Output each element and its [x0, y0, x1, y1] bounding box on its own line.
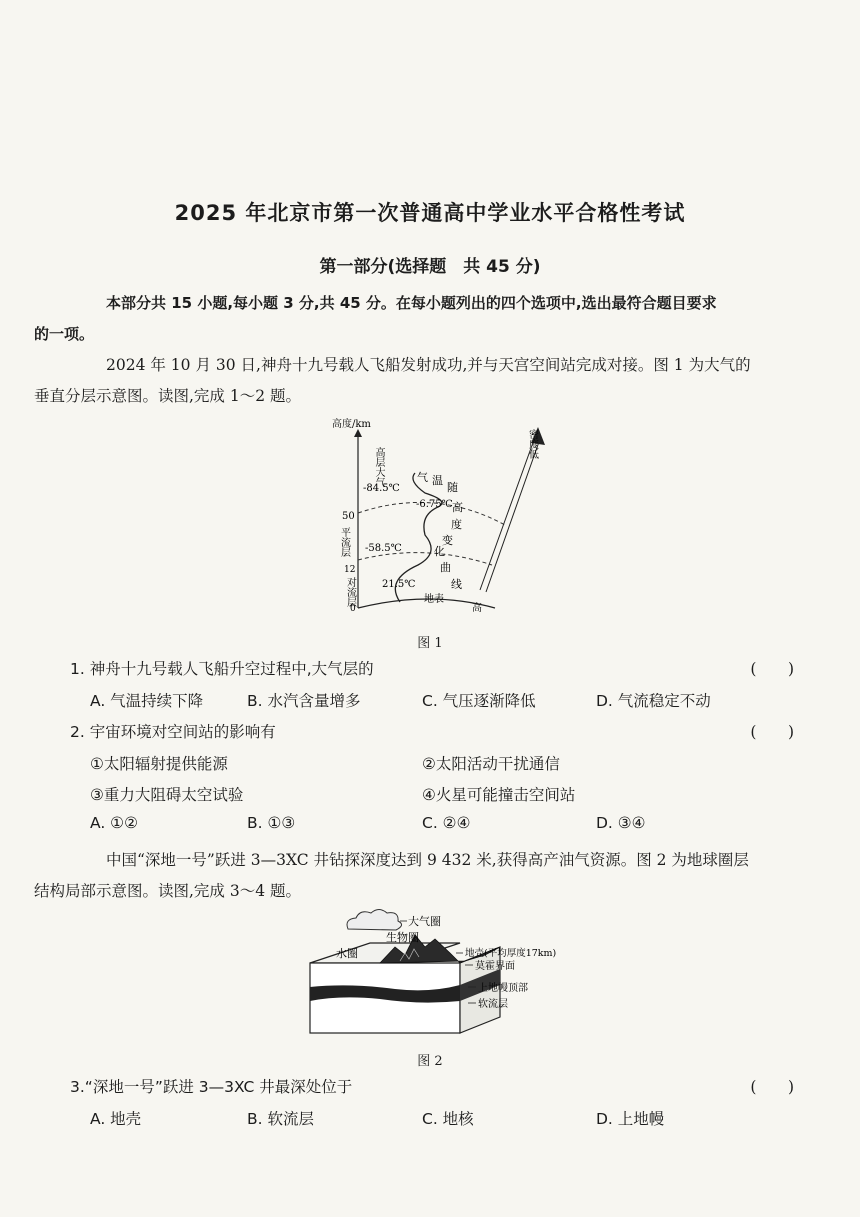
question-1-answer-blank: ( )	[750, 660, 802, 678]
fig2-asthenosphere-label: 软流层	[478, 999, 508, 1010]
q3-option-d[interactable]: D. 上地幔	[596, 1110, 665, 1128]
question-3	[70, 1075, 810, 1097]
passage1-line1: 2024 年 10 月 30 日,神舟十九号载人飞船发射成功,并与天宫空间站完成对接。图 1 为大气的	[106, 356, 751, 374]
fig1-density-low: 密度低	[526, 429, 538, 459]
passage2-line2: 结构局部示意图。读图,完成 3～4 题。	[34, 882, 302, 900]
q3-option-b[interactable]: B. 软流层	[247, 1110, 314, 1128]
fig2-crust-label: 地壳(平均厚度17km)	[465, 948, 557, 959]
fig1-temp-3: -58.5℃	[365, 543, 402, 554]
fig1-ground-label: 地表	[424, 594, 444, 605]
instructions-line1: 本部分共 15 小题,每小题 3 分,共 45 分。在每小题列出的四个选项中,选出最符合题目要求	[106, 294, 717, 312]
passage-1	[34, 350, 810, 412]
q3-option-a[interactable]: A. 地壳	[90, 1110, 142, 1128]
q2-option-a[interactable]: A. ①②	[90, 814, 138, 832]
figure-1-atmosphere-diagram	[320, 415, 560, 615]
q2-item-3: ③重力大阻碍太空试验	[90, 786, 244, 804]
fig1-layer-trop: 对流层	[344, 577, 356, 607]
instructions	[34, 288, 810, 350]
q1-option-d[interactable]: D. 气流稳定不动	[596, 692, 711, 710]
figure-1-caption: 图 1	[417, 636, 443, 651]
q1-option-b[interactable]: B. 水汽含量增多	[247, 692, 361, 710]
fig1-curve-char-6: 变	[442, 534, 453, 547]
fig2-atmosphere-label: 大气圈	[408, 915, 441, 928]
fig1-curve-char-1: 气	[417, 471, 428, 484]
fig1-curve-char-9: 线	[451, 578, 462, 591]
fig1-layer-high	[344, 446, 385, 488]
question-1	[70, 657, 810, 679]
fig1-tick-50: 50	[342, 511, 355, 522]
fig2-upper-mantle-label: 上地幔顶部	[478, 983, 528, 994]
fig1-y-axis-label: 高度/km	[332, 419, 371, 430]
q3-option-c[interactable]: C. 地核	[422, 1110, 474, 1128]
fig1-tick-12: 12	[344, 565, 356, 575]
q2-option-d[interactable]: D. ③④	[596, 814, 646, 832]
instructions-line2: 的一项。	[34, 325, 95, 343]
fig1-curve-char-2: 温	[432, 474, 443, 487]
fig2-biosphere-label: 生物圈	[386, 931, 419, 944]
q2-item-1: ①太阳辐射提供能源	[90, 755, 228, 773]
fig1-curve-char-3: 随	[447, 481, 458, 494]
section-title: 第一部分(选择题 共 45 分)	[319, 257, 541, 277]
fig1-temp-1: -84.5℃	[363, 483, 400, 494]
q2-option-b[interactable]: B. ①③	[247, 814, 296, 832]
question-2-stem: 2. 宇宙环境对空间站的影响有	[70, 723, 276, 741]
q1-option-c[interactable]: C. 气压逐渐降低	[422, 692, 536, 710]
question-3-answer-blank: ( )	[750, 1078, 802, 1096]
passage1-line2: 垂直分层示意图。读图,完成 1～2 题。	[34, 387, 302, 405]
fig1-curve-char-7: 化	[434, 545, 445, 558]
figure-2-caption: 图 2	[417, 1054, 443, 1069]
fig2-moho-label: 莫霍界面	[475, 961, 515, 972]
fig1-curve-char-8: 曲	[440, 561, 451, 574]
q2-item-4: ④火星可能撞击空间站	[422, 786, 576, 804]
fig1-curve-char-5: 度	[451, 518, 462, 531]
fig1-tick-0: 0	[350, 604, 356, 614]
question-1-stem: 1. 神舟十九号载人飞船升空过程中,大气层的	[70, 660, 374, 678]
q2-option-c[interactable]: C. ②④	[422, 814, 471, 832]
fig1-layer-strat: 平流层	[338, 527, 350, 557]
fig1-curve-char-4: 高	[452, 501, 463, 514]
fig1-density-high: 高	[472, 603, 482, 614]
figure-2-earth-spheres-diagram	[300, 905, 590, 1040]
q1-option-a[interactable]: A. 气温持续下降	[90, 692, 204, 710]
fig2-hydrosphere-label: 水圈	[336, 947, 358, 960]
page-title: 2025 年北京市第一次普通高中学业水平合格性考试	[174, 201, 686, 225]
fig1-temp-2: -6.75℃	[416, 499, 453, 510]
question-2-answer-blank: ( )	[750, 723, 802, 741]
q2-item-2: ②太阳活动干扰通信	[422, 755, 560, 773]
question-3-stem: 3.“深地一号”跃进 3—3XC 井最深处位于	[70, 1078, 353, 1096]
passage-2	[34, 845, 810, 907]
fig1-temp-4: 21.5℃	[382, 579, 416, 590]
fig1-layer-high-text: 高层大气	[344, 447, 384, 458]
passage2-line1: 中国“深地一号”跃进 3—3XC 井钻探深度达到 9 432 米,获得高产油气资源。图 2 为地球圈层	[106, 851, 749, 869]
question-2	[70, 720, 810, 742]
